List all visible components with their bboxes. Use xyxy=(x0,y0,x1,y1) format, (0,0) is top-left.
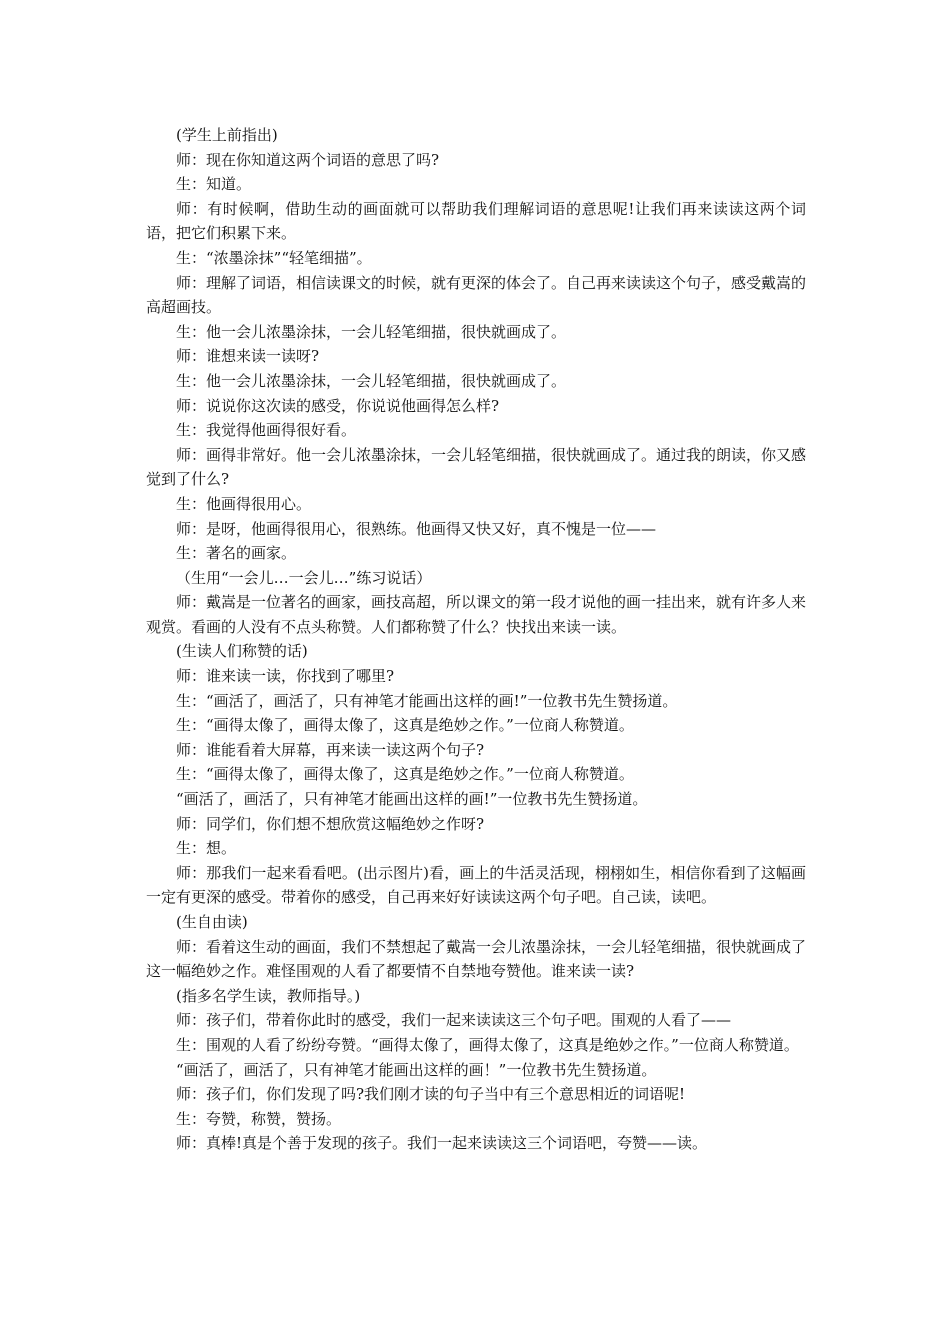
paragraph-29: 师：看着这生动的画面，我们不禁想起了戴嵩一会儿浓墨涂抹，一会儿轻笔细描，很快就画成了这一幅绝妙之作。难怪围观的人看了都要情不自禁地夸赞他。谁来读一读? xyxy=(146,937,807,981)
paragraph-7: 生：他一会儿浓墨涂抹，一会儿轻笔细描，很快就画成了。 xyxy=(176,322,567,341)
paragraph-17: 师：戴嵩是一位著名的画家，画技高超，所以课文的第一段才说他的画一挂出来，就有许多人来观赏。看画的人没有不点头称赞。人们都称赞了什么？快找出来读一读。 xyxy=(146,593,807,636)
paragraph-10: 师：说说你这次读的感受，你说说他画得怎么样? xyxy=(176,396,500,415)
paragraph-9: 生：他一会儿浓墨涂抹，一会儿轻笔细描，很快就画成了。 xyxy=(176,371,567,390)
paragraph-24: “画活了，画活了，只有神笔才能画出这样的画!”一位教书先生赞扬道。 xyxy=(176,790,648,809)
paragraph-33: “画活了，画活了，只有神笔才能画出这样的画！”一位教书先生赞扬道。 xyxy=(176,1060,657,1079)
paragraph-23: 生：“画得太像了，画得太像了，这真是绝妙之作。”一位商人称赞道。 xyxy=(176,765,634,784)
paragraph-36: 师：真棒!真是个善于发现的孩子。我们一起来读读这三个词语吧，夸赞——读。 xyxy=(176,1134,708,1153)
paragraph-18: (生读人们称赞的话) xyxy=(176,642,308,661)
paragraph-3: 生：知道。 xyxy=(176,175,252,194)
paragraph-15: 生：著名的画家。 xyxy=(176,544,297,563)
paragraph-6: 师：理解了词语，相信读课文的时候，就有更深的体会了。自己再来读读这个句子，感受戴嵩的高超画技。 xyxy=(146,273,807,317)
paragraph-8: 师：谁想来读一读呀? xyxy=(176,347,320,366)
paragraph-35: 生：夸赞，称赞，赞扬。 xyxy=(176,1109,342,1128)
paragraph-13: 生：他画得很用心。 xyxy=(176,494,312,513)
paragraph-1: (学生上前指出) xyxy=(176,126,278,144)
paragraph-34: 师：孩子们，你们发现了吗?我们刚才读的句子当中有三个意思相近的词语呢! xyxy=(176,1085,686,1104)
paragraph-25: 师：同学们，你们想不想欣赏这幅绝妙之作呀? xyxy=(176,814,485,833)
paragraph-22: 师：谁能看着大屏幕，再来读一读这两个句子? xyxy=(176,740,485,759)
paragraph-31: 师：孩子们，带着你此时的感受，我们一起来读读这三个句子吧。围观的人看了—— xyxy=(176,1011,732,1030)
paragraph-14: 师：是呀，他画得很用心，很熟练。他画得又快又好，真不愧是一位—— xyxy=(176,519,657,538)
paragraph-16: （生用“一会儿…一会儿…”练习说话） xyxy=(176,568,432,587)
paragraph-2: 师：现在你知道这两个词语的意思了吗? xyxy=(176,150,440,169)
paragraph-20: 生：“画活了，画活了，只有神笔才能画出这样的画!”一位教书先生赞扬道。 xyxy=(176,691,678,710)
paragraph-28: (生自由读) xyxy=(176,913,248,931)
paragraph-32: 生：围观的人看了纷纷夸赞。“画得太像了，画得太像了，这真是绝妙之作。”一位商人称赞道。 xyxy=(176,1035,799,1054)
paragraph-4: 师：有时候啊，借助生动的画面就可以帮助我们理解词语的意思呢!让我们再来读读这两个词语，把它们积累下来。 xyxy=(146,199,806,243)
paragraph-11: 生：我觉得他画得很好看。 xyxy=(176,421,357,440)
paragraph-27: 师：那我们一起来看看吧。(出示图片)看，画上的牛活灵活现，栩栩如生，相信你看到了这幅画一定有更深的感受。带着你的感受，自己再来好好读读这两个句子吧。自己读，读吧。 xyxy=(146,863,806,907)
paragraph-21: 生：“画得太像了，画得太像了，这真是绝妙之作。”一位商人称赞道。 xyxy=(176,716,634,735)
paragraph-19: 师：谁来读一读，你找到了哪里? xyxy=(176,667,395,686)
document-body xyxy=(146,123,806,1156)
paragraph-26: 生：想。 xyxy=(176,839,237,858)
paragraph-5: 生：“浓墨涂抹”“轻笔细描”。 xyxy=(176,248,372,267)
paragraph-12: 师：画得非常好。他一会儿浓墨涂抹，一会儿轻笔细描，很快就画成了。通过我的朗读，你又感觉到了什么? xyxy=(146,445,807,489)
paragraph-30: (指多名学生读，教师指导。) xyxy=(176,986,361,1005)
